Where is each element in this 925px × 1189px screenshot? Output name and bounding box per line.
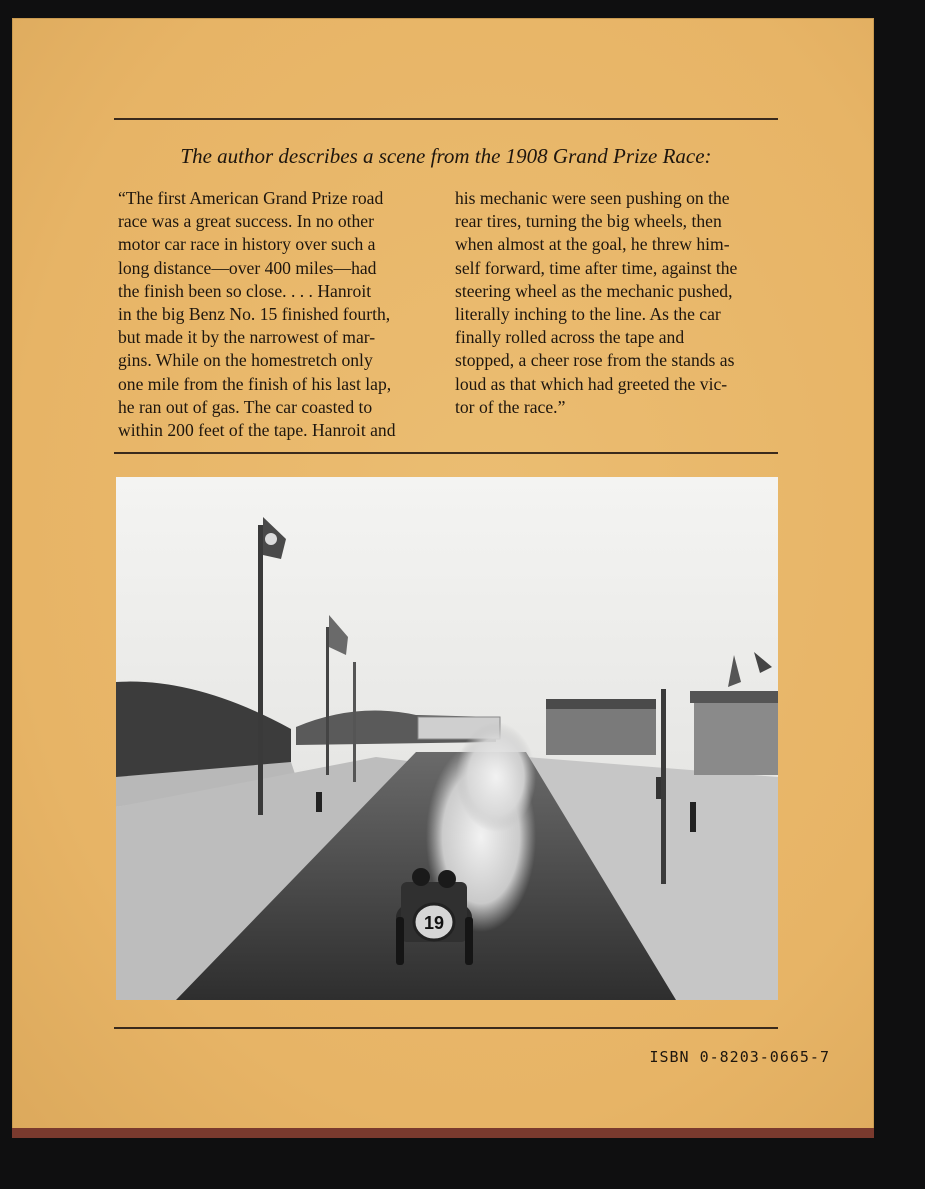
quote-column-left: [118, 187, 438, 442]
bottom-rule: [114, 1027, 778, 1029]
quote-line: rear tires, turning the big wheels, then: [455, 211, 722, 232]
telegraph-pole: [661, 689, 666, 884]
quote-line: he ran out of gas. The car coasted to: [118, 396, 373, 417]
isbn-number: ISBN 0-8203-0665-7: [649, 1048, 830, 1066]
quote-line: motor car race in history over such a: [118, 234, 376, 255]
middle-rule: [114, 452, 778, 454]
quote-line: finally rolled across the tape and: [455, 327, 685, 348]
quote-line: literally inching to the line. As the car: [455, 304, 721, 325]
quote-line: “The first American Grand Prize road: [118, 188, 384, 208]
quote-line: long distance—over 400 miles—had: [118, 257, 377, 278]
right-grandstand: [546, 705, 656, 755]
race-photo-illustration: [116, 477, 778, 1000]
quote-line: gins. While on the homestretch only: [118, 350, 373, 371]
quote-line: his mechanic were seen pushing on the: [455, 188, 730, 208]
quote-line: self forward, time after time, against the: [455, 257, 738, 278]
quote-line: race was a great success. In no other: [118, 211, 374, 232]
quote-line: loud as that which had greeted the vic-: [455, 373, 728, 394]
judges-stand: [694, 699, 778, 775]
quote-line: the finish been so close. . . . Hanroit: [118, 280, 372, 301]
quote-line: tor of the race.”: [455, 396, 566, 417]
mechanic: [438, 870, 456, 888]
quote-line: one mile from the finish of his last lap,: [118, 373, 392, 394]
quote-line: but made it by the narrowest of mar-: [118, 327, 376, 348]
top-rule: [114, 118, 778, 120]
flag-pole: [326, 627, 329, 775]
quote-line: steering wheel as the mechanic pushed,: [455, 280, 733, 301]
quote-column-right: [455, 187, 775, 419]
race-photograph: [116, 477, 778, 1000]
quote-line: stopped, a cheer rose from the stands as: [455, 350, 735, 371]
cover-bottom-edge: [12, 1128, 874, 1138]
quote-line: when almost at the goal, he threw him-: [455, 234, 730, 255]
flag-pole-left: [258, 525, 263, 815]
wheel: [396, 917, 404, 965]
driver: [412, 868, 430, 886]
quote-line: in the big Benz No. 15 finished fourth,: [118, 304, 391, 325]
spectator: [690, 802, 696, 832]
wheel: [465, 917, 473, 965]
headline: The author describes a scene from the 1908 Grand Prize Race:: [180, 144, 712, 168]
quote-line: within 200 feet of the tape. Hanroit and: [118, 420, 396, 441]
car-number: 19: [423, 913, 445, 933]
